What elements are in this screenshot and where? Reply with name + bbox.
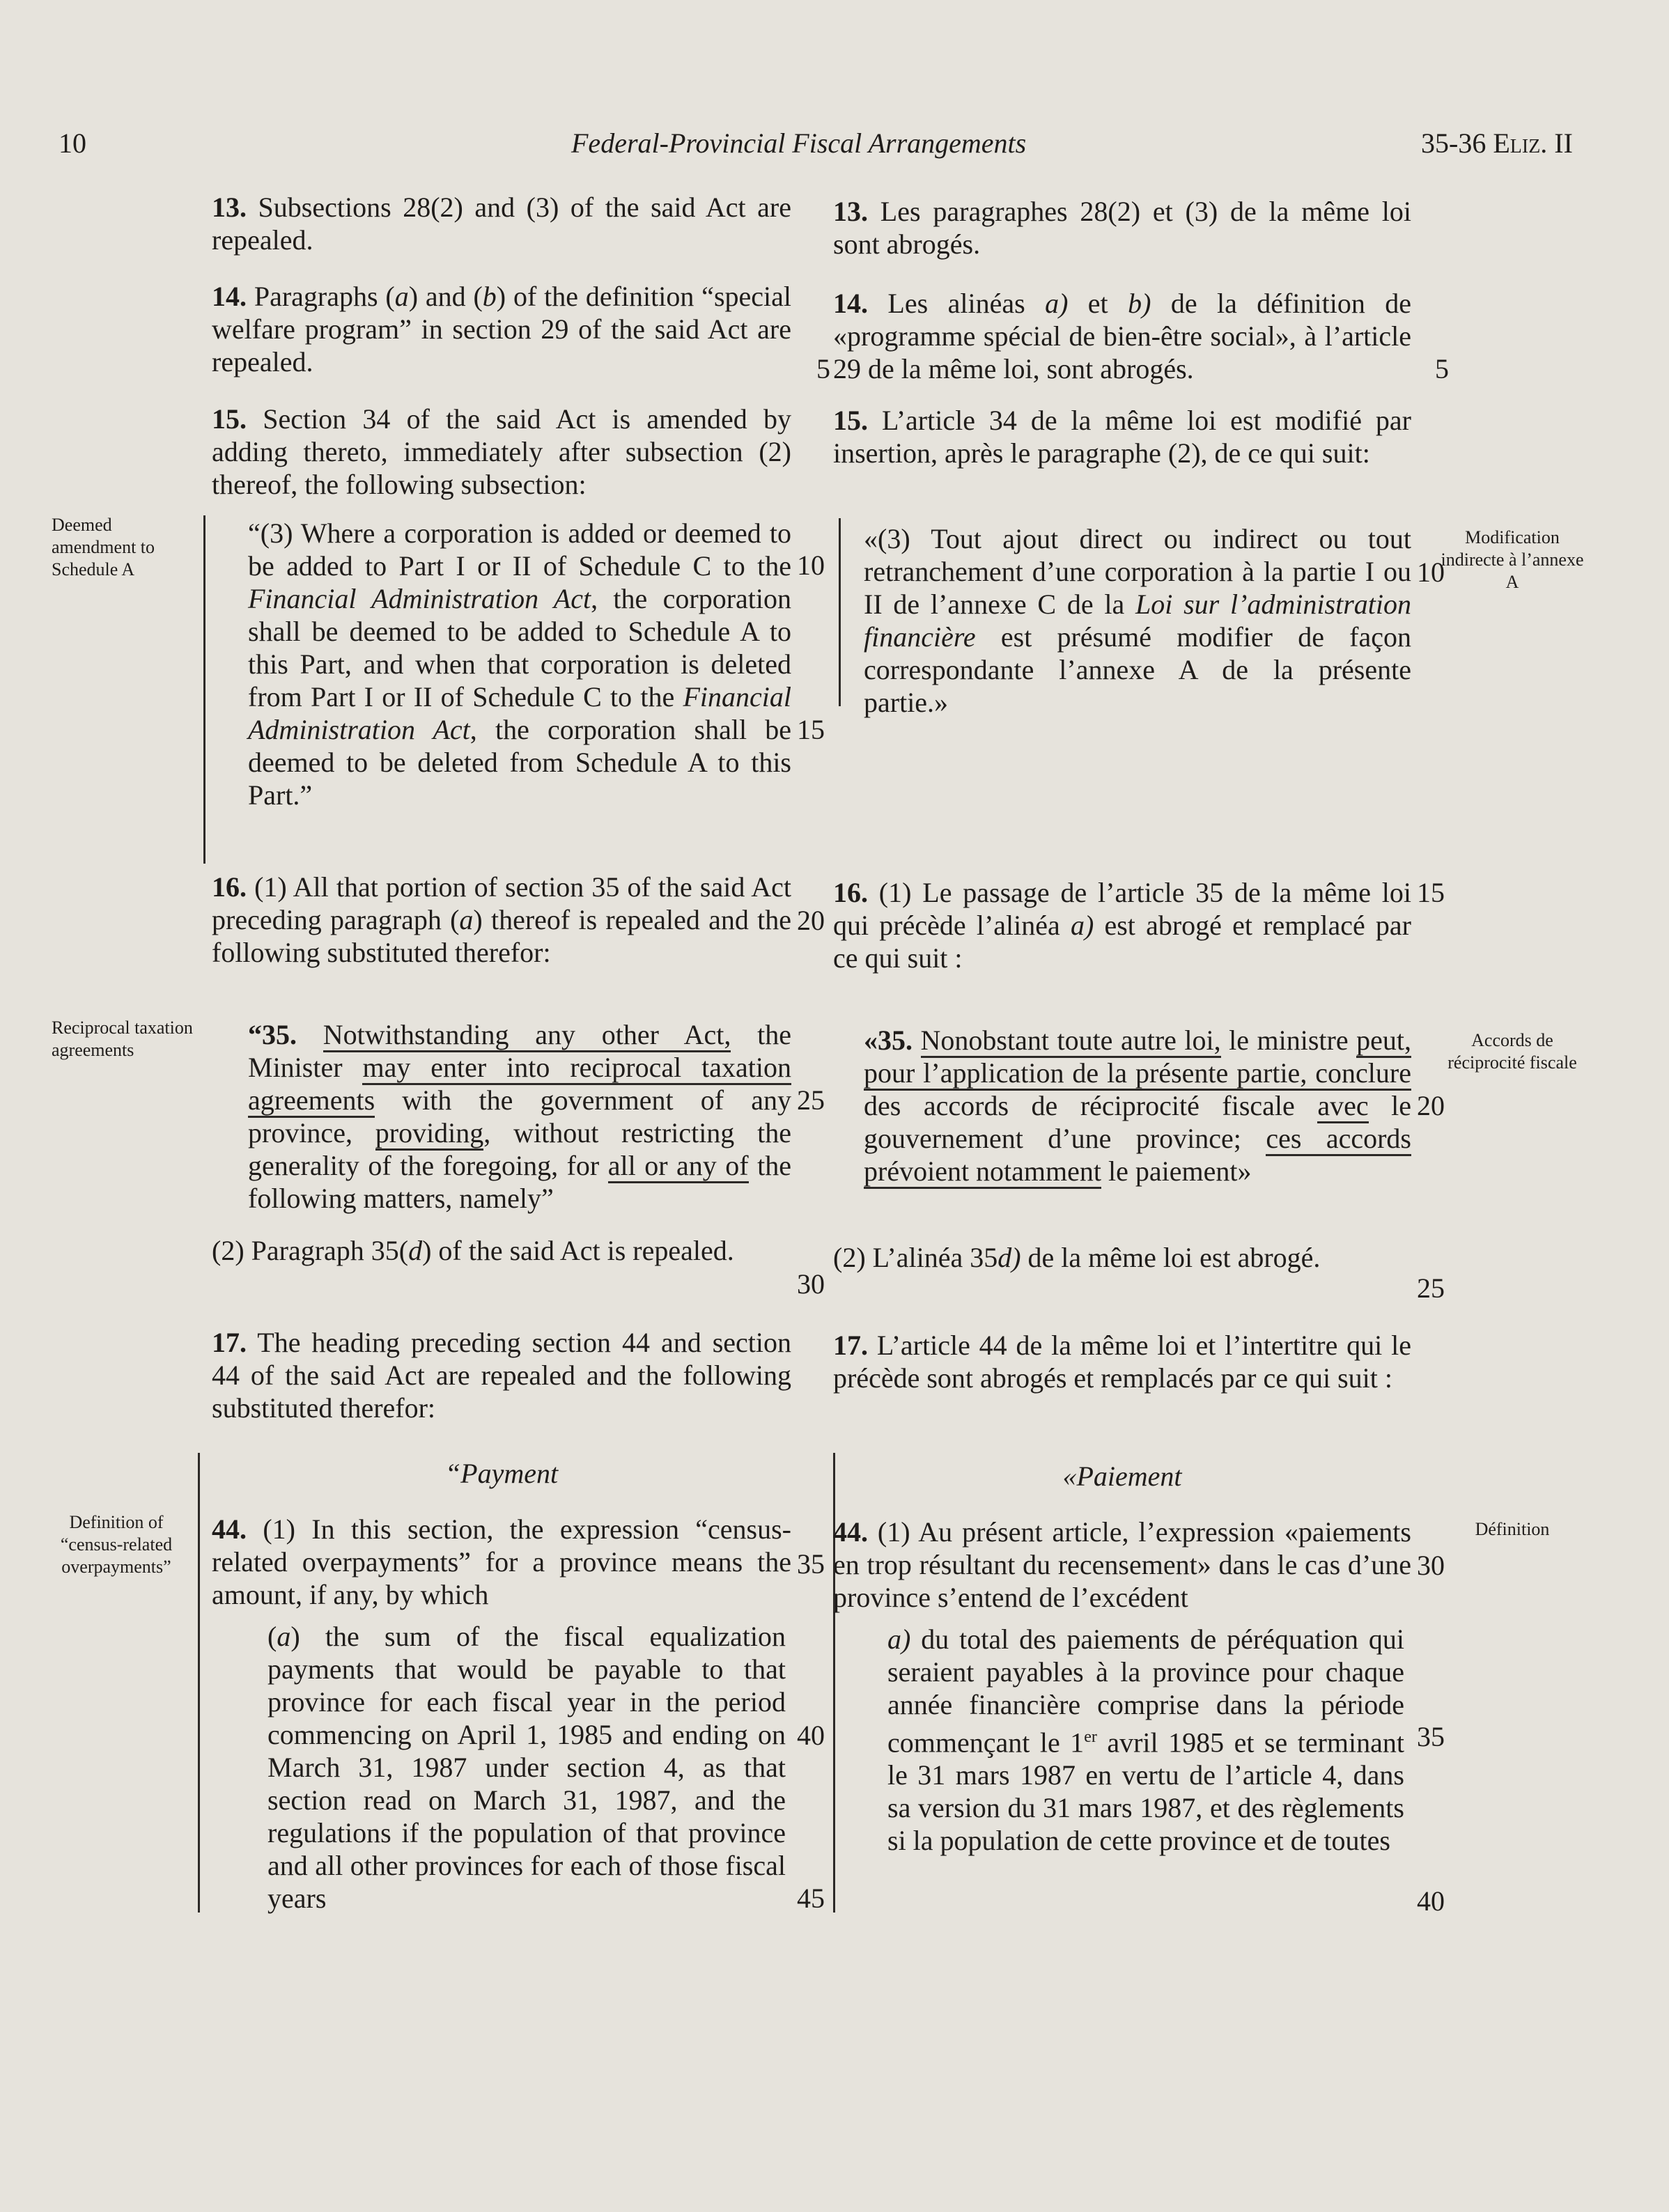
line-number: 45	[797, 1883, 825, 1914]
quote-section-35-fr: «35. Nonobstant toute autre loi, le ministre peut, pour l’application de la présente partie, conclure des accords de réciprocité fiscale avec le gouvernement d’une province; ces accords prévoient notamment le paiement»	[864, 1024, 1411, 1187]
section-15-fr: 15. L’article 34 de la même loi est modifié par insertion, après le paragraphe (2), de ce qui suit:	[833, 405, 1411, 469]
heading-payment-en: “Payment	[444, 1458, 559, 1489]
line-number: 35	[797, 1548, 825, 1580]
amendment-bar-fr	[839, 518, 841, 706]
margin-note-definition-fr: Définition	[1475, 1519, 1550, 1539]
line-number: 25	[797, 1084, 825, 1116]
margin-note-deemed-amendment: Deemed amendment to Schedule A	[52, 515, 155, 579]
line-number: 40	[1417, 1885, 1445, 1917]
paragraph-44a-fr: a) du total des paiements de péréquation qui seraient payables à la province pour chaque année financière comprise dans la période commençant le 1er avril 1985 et se terminant le 31 mars 1987 en vertu de l’article 4, dans sa version du 31 mars 1987, et des règlements si la population de cette province et de toutes	[887, 1623, 1404, 1857]
margin-note-accords-reciprocite: Accords de réciprocité fiscale	[1447, 1030, 1577, 1073]
quote-section-35-en: “35. Notwithstanding any other Act, the Minister may enter into reciprocal taxation agreements with the government of any province, providing, without restricting the generality of the foregoing, for all or any of the following matters, namely”	[248, 1019, 791, 1214]
line-number: 15	[1417, 877, 1445, 908]
heading-paiement-fr: «Paiement	[1062, 1461, 1182, 1492]
section-14-en: 14. Paragraphs (a) and (b) of the definition “special welfare program” in section 29 of the said Act are repealed.	[212, 281, 791, 377]
amendment-bar-en-44	[198, 1453, 200, 1913]
margin-note-definition-en: Definition of “census-related overpayments”	[60, 1512, 173, 1577]
line-number: 15	[797, 714, 825, 745]
section-16-en: 16. (1) All that portion of section 35 of the said Act preceding paragraph (a) thereof is repealed and the following substituted therefor:	[212, 871, 791, 968]
section-16-2-fr: (2) L’alinéa 35d) de la même loi est abrogé.	[833, 1242, 1321, 1273]
margin-note-reciprocal-taxation: Reciprocal taxation agreements	[52, 1018, 193, 1060]
line-number: 5	[816, 353, 830, 384]
margin-note-modification-indirecte: Modification indirecte à l’annexe A	[1441, 527, 1584, 592]
section-16-fr: 16. (1) Le passage de l’article 35 de la même loi qui précède l’alinéa a) est abrogé et remplacé par ce qui suit :	[833, 877, 1412, 974]
line-number: 40	[797, 1720, 825, 1751]
section-14-fr: 14. Les alinéas a) et b) de la définition de «programme spécial de bien-être social», à l’article 29 de la même loi, sont abrogés.	[833, 288, 1411, 384]
section-17-en: 17. The heading preceding section 44 and section 44 of the said Act are repealed and the following substituted therefor:	[212, 1327, 791, 1424]
line-number: 20	[1417, 1090, 1445, 1121]
line-number: 35	[1417, 1721, 1445, 1752]
section-13-fr: 13. Les paragraphes 28(2) et (3) de la même loi sont abrogés.	[833, 196, 1411, 260]
line-number: 25	[1417, 1272, 1445, 1304]
section-13-en: 13. Subsections 28(2) and (3) of the said Act are repealed.	[212, 192, 791, 256]
line-number: 5	[1435, 353, 1449, 384]
section-15-en: 15. Section 34 of the said Act is amended by adding thereto, immediately after subsection (2) thereof, the following subsection:	[212, 403, 791, 500]
section-44-1-en: 44. (1) In this section, the expression “census-related overpayments” for a province means the amount, if any, by which	[212, 1513, 791, 1610]
line-number: 30	[1417, 1550, 1445, 1581]
line-number: 10	[797, 550, 825, 581]
section-17-fr: 17. L’article 44 de la même loi et l’intertitre qui le précède sont abrogés et remplacés par ce qui suit :	[833, 1330, 1411, 1394]
regnal-year: 35-36 Eliz. II	[1421, 127, 1573, 159]
page-number: 10	[59, 127, 86, 159]
line-number: 30	[797, 1268, 825, 1300]
quote-subsection-3-en: “(3) Where a corporation is added or deemed to be added to Part I or II of Schedule C to the Financial Administration Act, the corporation shall be deemed to be added to Schedule A to this Part, and when that corporation is deleted from Part I or II of Schedule C to the Financial Administration Act, the corporation shall be deemed to be deleted from Schedule A to this Part.”	[248, 517, 791, 811]
amendment-bar-en	[203, 515, 205, 864]
line-number: 10	[1417, 556, 1445, 588]
paragraph-44a-en: (a) the sum of the fiscal equalization payments that would be payable to that province for each fiscal year in the period commencing on April 1, 1985 and ending on March 31, 1987 under section 4, as that section read on March 31, 1987, and the regulations if the population of that province and all other provinces for each of those fiscal years	[267, 1621, 786, 1914]
section-44-1-fr: 44. (1) Au présent article, l’expression «paiements en trop résultant du recensement» dans le cas d’une province s’entend de l’excédent	[833, 1516, 1411, 1613]
quote-subsection-3-fr: «(3) Tout ajout direct ou indirect ou tout retranchement d’une corporation à la partie I ou II de l’annexe C de la Loi sur l’administration financière est présumé modifier de façon correspondante l’annexe A de la présente partie.»	[864, 523, 1412, 718]
line-number: 20	[797, 905, 825, 936]
section-16-2-en: (2) Paragraph 35(d) of the said Act is repealed.	[212, 1235, 734, 1266]
running-title: Federal-Provincial Fiscal Arrangements	[571, 127, 1027, 159]
